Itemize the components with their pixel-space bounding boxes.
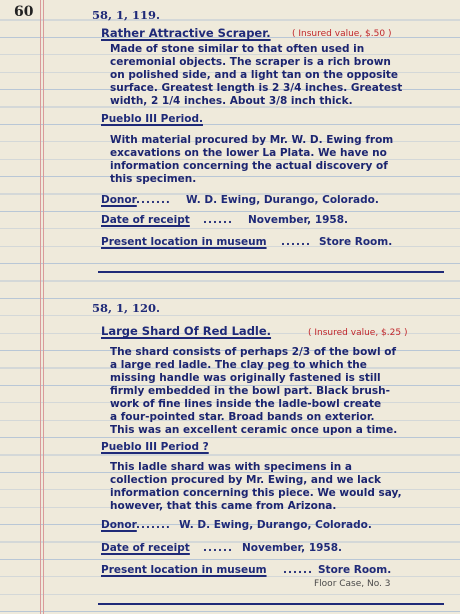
period-note-line: With material procured by Mr. W. D. Ewing from	[110, 134, 394, 146]
insured-value: ( Insured value, $.50 )	[292, 29, 392, 39]
description-line: ceremonial objects. The scraper is a rich brown	[110, 56, 391, 68]
period-note-line: this specimen.	[110, 173, 197, 185]
donor-label: Donor	[101, 194, 137, 206]
period-note-line: excavations on the lower La Plata. We have no	[110, 147, 387, 159]
receipt-label: Date of receipt	[101, 542, 190, 554]
location-value: Store Room.	[319, 236, 393, 248]
page-number: 60	[14, 4, 34, 20]
description-line: on polished side, and a light tan on the opposite	[110, 69, 399, 81]
margin-line	[40, 0, 41, 614]
donor-label: Donor	[101, 519, 137, 531]
period-label: Pueblo III Period ?	[101, 441, 209, 453]
dots: ......	[281, 236, 311, 248]
description-line: a four-pointed star. Broad bands on exterior.	[110, 411, 375, 423]
dots: ......	[203, 214, 233, 226]
donor-value: W. D. Ewing, Durango, Colorado.	[186, 194, 379, 206]
period-note-line: information concerning this piece. We would say,	[110, 487, 402, 499]
description-line: Made of stone similar to that often used in	[110, 43, 365, 55]
description-line: surface. Greatest length is 2 3/4 inches. Greatest	[110, 82, 403, 94]
period-note-line: information concerning the actual discovery of	[110, 160, 388, 172]
receipt-label: Date of receipt	[101, 214, 190, 226]
receipt-value: November, 1958.	[248, 214, 349, 226]
entry-title: Rather Attractive Scraper.	[101, 26, 271, 40]
description-line: The shard consists of perhaps 2/3 of the bowl of	[110, 346, 397, 358]
dots: .......	[136, 519, 171, 531]
description-line: firmly embedded in the bowl part. Black brush-	[110, 385, 390, 397]
period-note-line: collection procured by Mr. Ewing, and we lack	[110, 474, 382, 486]
catalog-number: 58, 1, 120.	[92, 301, 161, 315]
receipt-value: November, 1958.	[242, 542, 343, 554]
location-label: Present location in museum	[101, 564, 267, 576]
description-line: a large red ladle. The clay peg to which the	[110, 359, 367, 371]
period-note-line: This ladle shard was with specimens in a	[110, 461, 352, 473]
dots: ......	[283, 564, 313, 576]
description-line: width, 2 1/4 inches. About 3/8 inch thick.	[110, 95, 353, 107]
dots: ......	[203, 542, 233, 554]
description-line: This was an excellent ceramic once upon a time.	[110, 424, 398, 436]
divider-rule	[98, 271, 444, 273]
period-note-line: however, that this came from Arizona.	[110, 500, 337, 512]
insured-value: ( Insured value, $.25 )	[308, 328, 408, 338]
entry-title: Large Shard Of Red Ladle.	[101, 324, 272, 338]
location-note: Floor Case, No. 3	[314, 579, 391, 589]
location-label: Present location in museum	[101, 236, 267, 248]
description-line: missing handle was originally fastened is still	[110, 372, 381, 384]
location-value: Store Room.	[318, 564, 392, 576]
catalog-number: 58, 1, 119.	[92, 8, 161, 22]
donor-value: W. D. Ewing, Durango, Colorado.	[179, 519, 372, 531]
dots: .......	[136, 194, 171, 206]
margin-line	[43, 0, 44, 614]
period-label: Pueblo III Period.	[101, 113, 203, 125]
description-line: work of fine lines inside the ladle-bowl create	[110, 398, 382, 410]
divider-rule	[98, 603, 444, 605]
